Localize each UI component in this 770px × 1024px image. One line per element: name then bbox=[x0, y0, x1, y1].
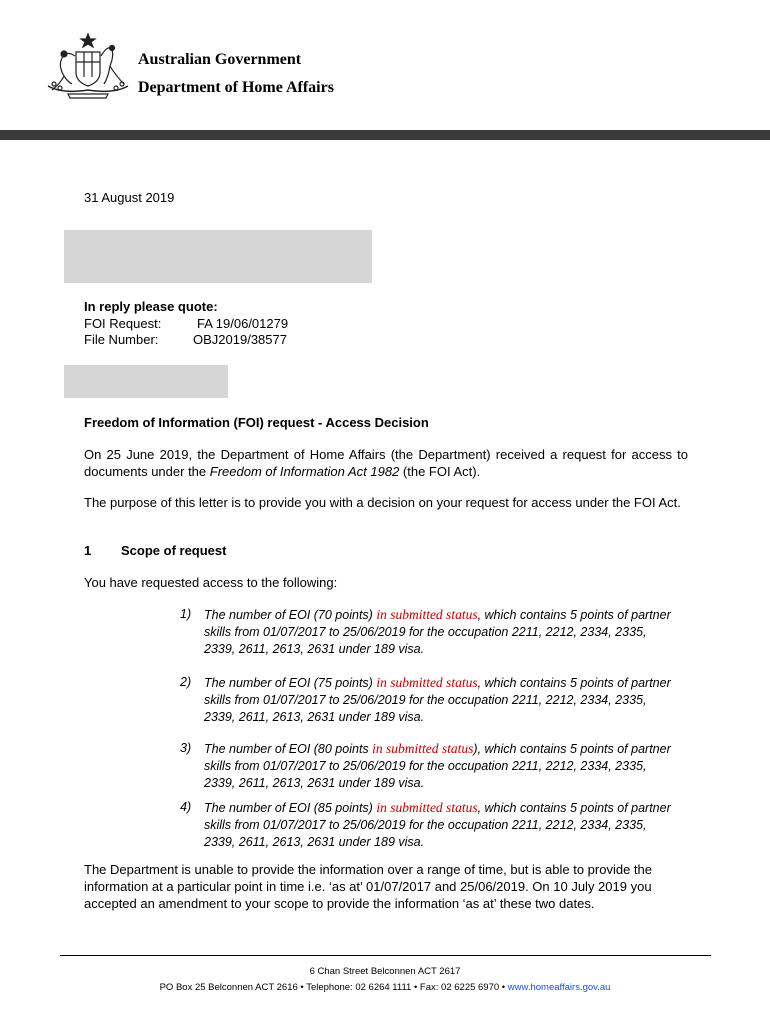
section-heading bbox=[84, 543, 226, 558]
section-number: 1 bbox=[84, 543, 92, 558]
paragraph-text: On 25 June 2019, the Department of Home Affairs (the Department) received a request for access to documents under the bbox=[84, 447, 688, 479]
foi-request-label: FOI Request: bbox=[84, 316, 162, 331]
list-item-number: 4) bbox=[180, 800, 192, 814]
list-item-text bbox=[204, 740, 680, 792]
act-title: Freedom of Information Act 1982 bbox=[209, 464, 400, 479]
item-text-part: , which contains 5 points of partner skills from 01/07/2017 to 25/06/2019 for the occupation 2211, 2212, 2334, 2335, 2339, 2611, 2613, 2631 under 189 visa. bbox=[204, 676, 671, 724]
redacted-salutation bbox=[64, 365, 228, 398]
submitted-status-highlight: in submitted status bbox=[376, 800, 478, 815]
coat-of-arms-logo bbox=[42, 32, 134, 102]
section-title: Scope of request bbox=[121, 543, 227, 558]
footer-address: 6 Chan Street Belconnen ACT 2617 bbox=[309, 966, 461, 977]
list-item-number: 3) bbox=[180, 741, 192, 755]
list-item-number: 2) bbox=[180, 675, 192, 689]
file-number-label: File Number: bbox=[84, 332, 159, 347]
paragraph-purpose: The purpose of this letter is to provide you with a decision on your request for access under the FOI Act. bbox=[84, 495, 681, 510]
department-name: Department of Home Affairs bbox=[138, 79, 334, 96]
letter-subject: Freedom of Information (FOI) request - Access Decision bbox=[84, 415, 429, 430]
website-link[interactable]: www.homeaffairs.gov.au bbox=[507, 982, 611, 993]
item-text-part: The number of EOI (80 points bbox=[204, 742, 373, 756]
item-text-part: The number of EOI (75 points) bbox=[204, 676, 377, 690]
paragraph-text: (the FOI Act). bbox=[399, 464, 481, 479]
submitted-status-highlight: in submitted status bbox=[376, 607, 478, 622]
paragraph-amendment: The Department is unable to provide the information over a range of time, but is able to provide the information at a particular point in time i.e. ‘as at’ 01/07/2017 and 25/06/2019. On 10 July 2019 you accepted an amendment to your scope to provide the information ‘as at’ these two dates. bbox=[84, 862, 652, 911]
item-text-part: , which contains 5 points of partner skills from 01/07/2017 to 25/06/2019 for the occupation 2211, 2212, 2334, 2335, 2339, 2611, 2613, 2631 under 189 visa. bbox=[204, 608, 671, 656]
footer-contact-text: PO Box 25 Belconnen ACT 2616 • Telephone: 02 6264 1111 • Fax: 02 6225 6970 • bbox=[159, 982, 508, 993]
item-text-part: The number of EOI (70 points) bbox=[204, 608, 377, 622]
scope-intro: You have requested access to the following: bbox=[84, 575, 338, 590]
header-divider bbox=[0, 130, 770, 140]
redacted-recipient-address bbox=[64, 230, 372, 283]
footer-divider bbox=[60, 955, 711, 956]
submitted-status-highlight: in submitted status bbox=[372, 741, 474, 756]
file-number-value: OBJ2019/38577 bbox=[193, 332, 287, 347]
list-item-text bbox=[204, 674, 680, 726]
submitted-status-highlight: in submitted status bbox=[376, 675, 478, 690]
letter-date: 31 August 2019 bbox=[84, 190, 175, 205]
list-item-text bbox=[204, 606, 680, 658]
org-name: Australian Government bbox=[138, 51, 302, 68]
item-text-part: ), which contains 5 points of partner skills from 01/07/2017 to 25/06/2019 for the occupation 2211, 2212, 2334, 2335, 2339, 2611, 2613, 2631 under 189 visa. bbox=[204, 742, 671, 790]
item-text-part: The number of EOI (85 points) bbox=[204, 801, 377, 815]
foi-request-number: FA 19/06/01279 bbox=[197, 316, 289, 331]
reply-quote-heading: In reply please quote: bbox=[84, 299, 218, 314]
item-text-part: , which contains 5 points of partner skills from 01/07/2017 to 25/06/2019 for the occupation 2211, 2212, 2334, 2335, 2339, 2611, 2613, 2631 under 189 visa. bbox=[204, 801, 671, 849]
paragraph-request-received bbox=[84, 446, 688, 480]
list-item-text bbox=[204, 799, 680, 851]
footer-contact bbox=[0, 982, 770, 993]
list-item-number: 1) bbox=[180, 607, 192, 621]
